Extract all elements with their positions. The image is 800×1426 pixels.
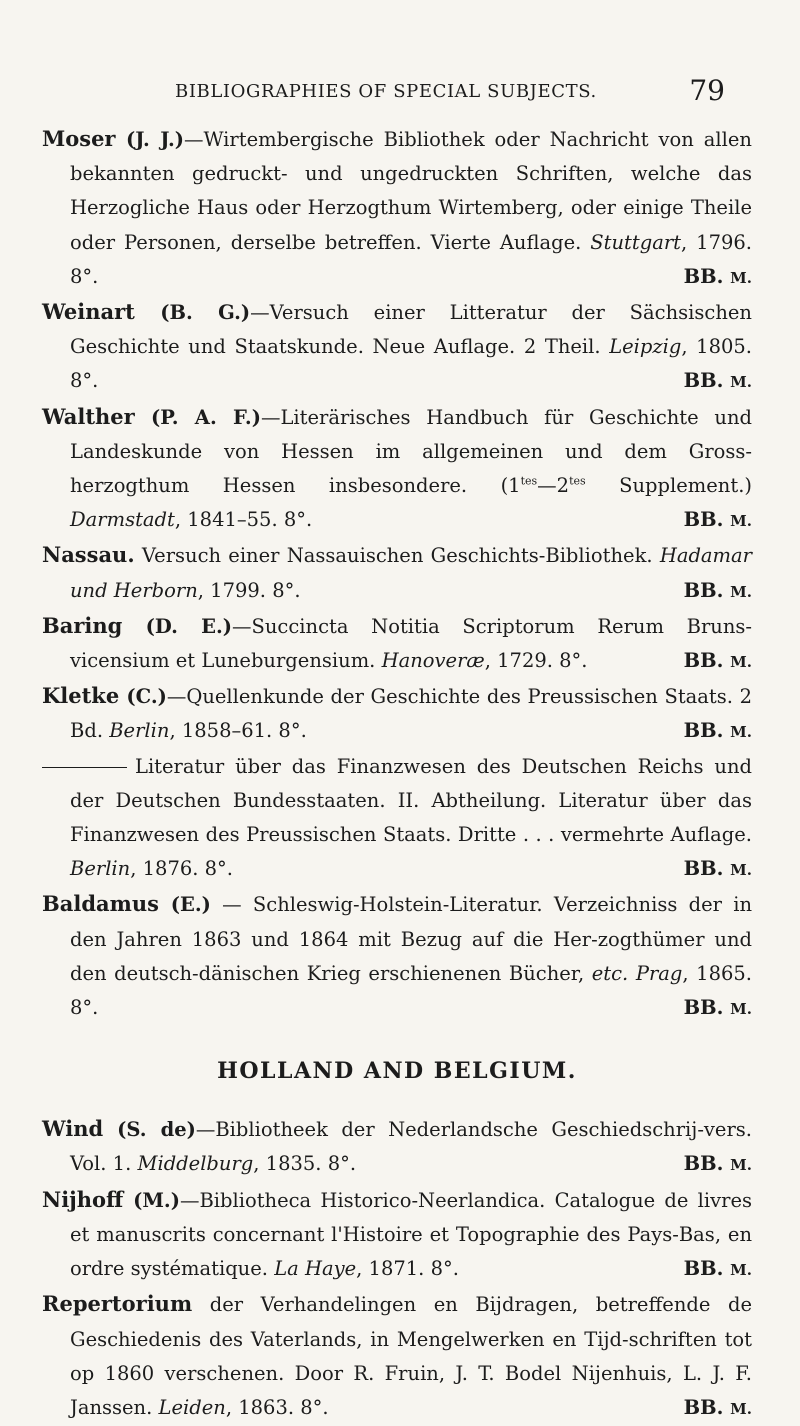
- entry-imprint: , 1865. 8°.: [70, 961, 752, 1020]
- entry-author-surname: Moser: [42, 126, 116, 151]
- entry-author-surname: Wind: [42, 1116, 104, 1142]
- entry-etc: etc.: [591, 961, 629, 985]
- entry-author-surname: Nijhoff: [42, 1186, 124, 1212]
- entry-author-surname: Nassau.: [42, 542, 135, 568]
- entry-imprint: , 1871. 8°.: [356, 1257, 459, 1281]
- entry-location: BB. M.: [683, 264, 752, 288]
- entry-imprint: , 1841–55. 8°.: [174, 508, 313, 532]
- entry-imprint: , 1729. 8°.: [484, 649, 588, 673]
- entry-author-surname: Repertorium: [42, 1291, 193, 1317]
- entry-location: BB. M.: [683, 1152, 752, 1176]
- entry-place: Berlin: [109, 719, 170, 743]
- entry-location: BB. M.: [683, 996, 752, 1020]
- bibliography-entry: [42, 122, 752, 295]
- entry-title: — Schleswig-Holstein-Literatur. Verzeichniss der in den Jahren 1863 und 1864 mit Bezug auf die Her-zogthümer und den deutsch-dänischen Krieg erschienenen Bücher,: [70, 893, 752, 985]
- entry-author-initials: (P. A. F.): [134, 405, 261, 429]
- entry-imprint: , 1799. 8°.: [197, 578, 301, 602]
- entry-location: BB. M.: [683, 719, 752, 743]
- entry-author-surname: Baring: [42, 612, 123, 638]
- entry-author-initials: (S. de): [103, 1118, 196, 1142]
- entry-imprint: , 1863. 8°.: [225, 1395, 329, 1419]
- page-number: 79: [689, 74, 725, 107]
- entry-title: —Wirtembergische Bibliothek oder Nachricht von allen bekannten gedruckt- und ungedruckten Schriften, welche das Herzogliche Haus oder Herzogthum Wirtemberg, oder einige Theile oder Personen, derselbe betreffen. Vierte Auflage.: [70, 128, 752, 254]
- ditto-dash: [42, 767, 127, 768]
- entry-author-surname: Kletke: [42, 683, 120, 709]
- bibliography-entry: [42, 295, 752, 400]
- entry-title: —Versuch einer Litteratur der Sächsischen Geschichte und Staatskunde. Neue Auflage. 2 Theil.: [70, 301, 752, 359]
- entry-imprint: , 1835. 8°.: [253, 1152, 357, 1176]
- entry-place: Hadamar und Herborn: [70, 544, 752, 602]
- bibliography-entry: [42, 887, 752, 1026]
- bibliography-entry: [42, 750, 752, 888]
- entry-superscript: tes: [520, 474, 538, 488]
- entry-place: Leiden: [158, 1395, 226, 1419]
- bibliography-entry: Walther (P. A. F.)—Literärisches Handbuch für Geschichte und Landeskunde von Hessen im allgemeinen und dem Gross-herzogthum Hessen insbesondere. ($1^{tes}—2^{tes}$ Supplement.) Darmstadt, 1841–55. 8°. BB. M.: [42, 400, 752, 539]
- entry-author-surname: Walther: [42, 403, 135, 429]
- entry-imprint: , 1805. 8°.: [70, 335, 752, 393]
- bibliography-list: [42, 122, 752, 1426]
- bibliography-entry: [42, 538, 752, 608]
- entry-superscript: tes: [569, 474, 586, 488]
- bibliography-entry: [42, 1287, 752, 1426]
- entry-author-surname: Baldamus: [42, 891, 159, 917]
- entry-place: Berlin: [70, 857, 131, 881]
- entry-place: Prag: [635, 961, 683, 985]
- entry-author-initials: (J. J.): [115, 128, 184, 151]
- entry-location: BB. M.: [683, 369, 752, 393]
- running-head: BIBLIOGRAPHIES OF SPECIAL SUBJECTS.: [175, 81, 597, 102]
- entry-imprint: , 1858–61. 8°.: [169, 719, 307, 743]
- bibliography-entry: [42, 679, 752, 749]
- bibliography-entry: [42, 1112, 752, 1182]
- bibliography-entry: [42, 1183, 752, 1288]
- entry-place: Stuttgart: [590, 230, 681, 254]
- entry-title: —Literärisches Handbuch für Geschichte und Landeskunde von Hessen im allgemeinen und dem Gross-herzogthum Hessen insbesondere. (1: [70, 405, 752, 498]
- entry-place: Darmstadt: [70, 508, 175, 532]
- entry-author-initials: (D. E.): [122, 614, 233, 638]
- entry-place: La Haye: [274, 1257, 357, 1281]
- entry-location: BB. M.: [683, 578, 752, 602]
- section-heading: HOLLAND AND BELGIUM.: [217, 1058, 577, 1085]
- entry-author-initials: (B. G.): [134, 301, 251, 325]
- entry-place: Hanoveræ: [381, 649, 485, 673]
- entry-imprint: , 1796. 8°.: [70, 230, 752, 288]
- entry-author-initials: (C.): [119, 685, 167, 709]
- entry-title: Versuch einer Nassauischen Geschichts-Bibliothek.: [134, 544, 660, 568]
- entry-title: —Bibliotheek der Nederlandsche Geschiedschrij-vers. Vol. 1.: [70, 1118, 752, 1176]
- entry-location: BB. M.: [683, 649, 752, 673]
- bibliography-entry: [42, 609, 752, 679]
- entry-location: BB. M.: [683, 857, 752, 881]
- entry-imprint: , 1876. 8°.: [130, 857, 234, 881]
- entry-title: —Succincta Notitia Scriptorum Rerum Bruns-vicensium et Luneburgensium.: [70, 614, 752, 673]
- entry-location: BB. M.: [683, 1395, 752, 1419]
- entry-author-initials: (E.): [158, 893, 211, 917]
- entry-title: —Quellenkunde der Geschichte des Preussischen Staats. 2 Bd.: [70, 685, 752, 743]
- entry-author-initials: (M.): [123, 1188, 180, 1212]
- entry-location: BB. M.: [683, 1257, 752, 1281]
- entry-title: der Verhandelingen en Bijdragen, betreffende de Geschiedenis des Vaterlands, in Mengelwerken en Tijd-schriften tot op 1860 verschenen. Door R. Fruin, J. T. Bodel Nijenhuis, L. J. F. Janssen.: [70, 1293, 752, 1419]
- entry-title: —Bibliotheca Historico-Neerlandica. Catalogue de livres et manuscrits concernant l'Histoire et Topographie des Pays-Bas, en ordre systématique.: [70, 1188, 752, 1281]
- entry-place: Middelburg: [137, 1152, 254, 1176]
- entry-location: BB. M.: [683, 508, 752, 532]
- entry-author-surname: Weinart: [42, 299, 135, 325]
- entry-place: Leipzig: [609, 335, 682, 359]
- entry-title: Literatur über das Finanzwesen des Deutschen Reichs und der Deutschen Bundesstaaten. II. Abtheilung. Literatur über das Finanzwesen des Preussischen Staats. Dritte . . . vermehrte Auflage.: [70, 754, 752, 847]
